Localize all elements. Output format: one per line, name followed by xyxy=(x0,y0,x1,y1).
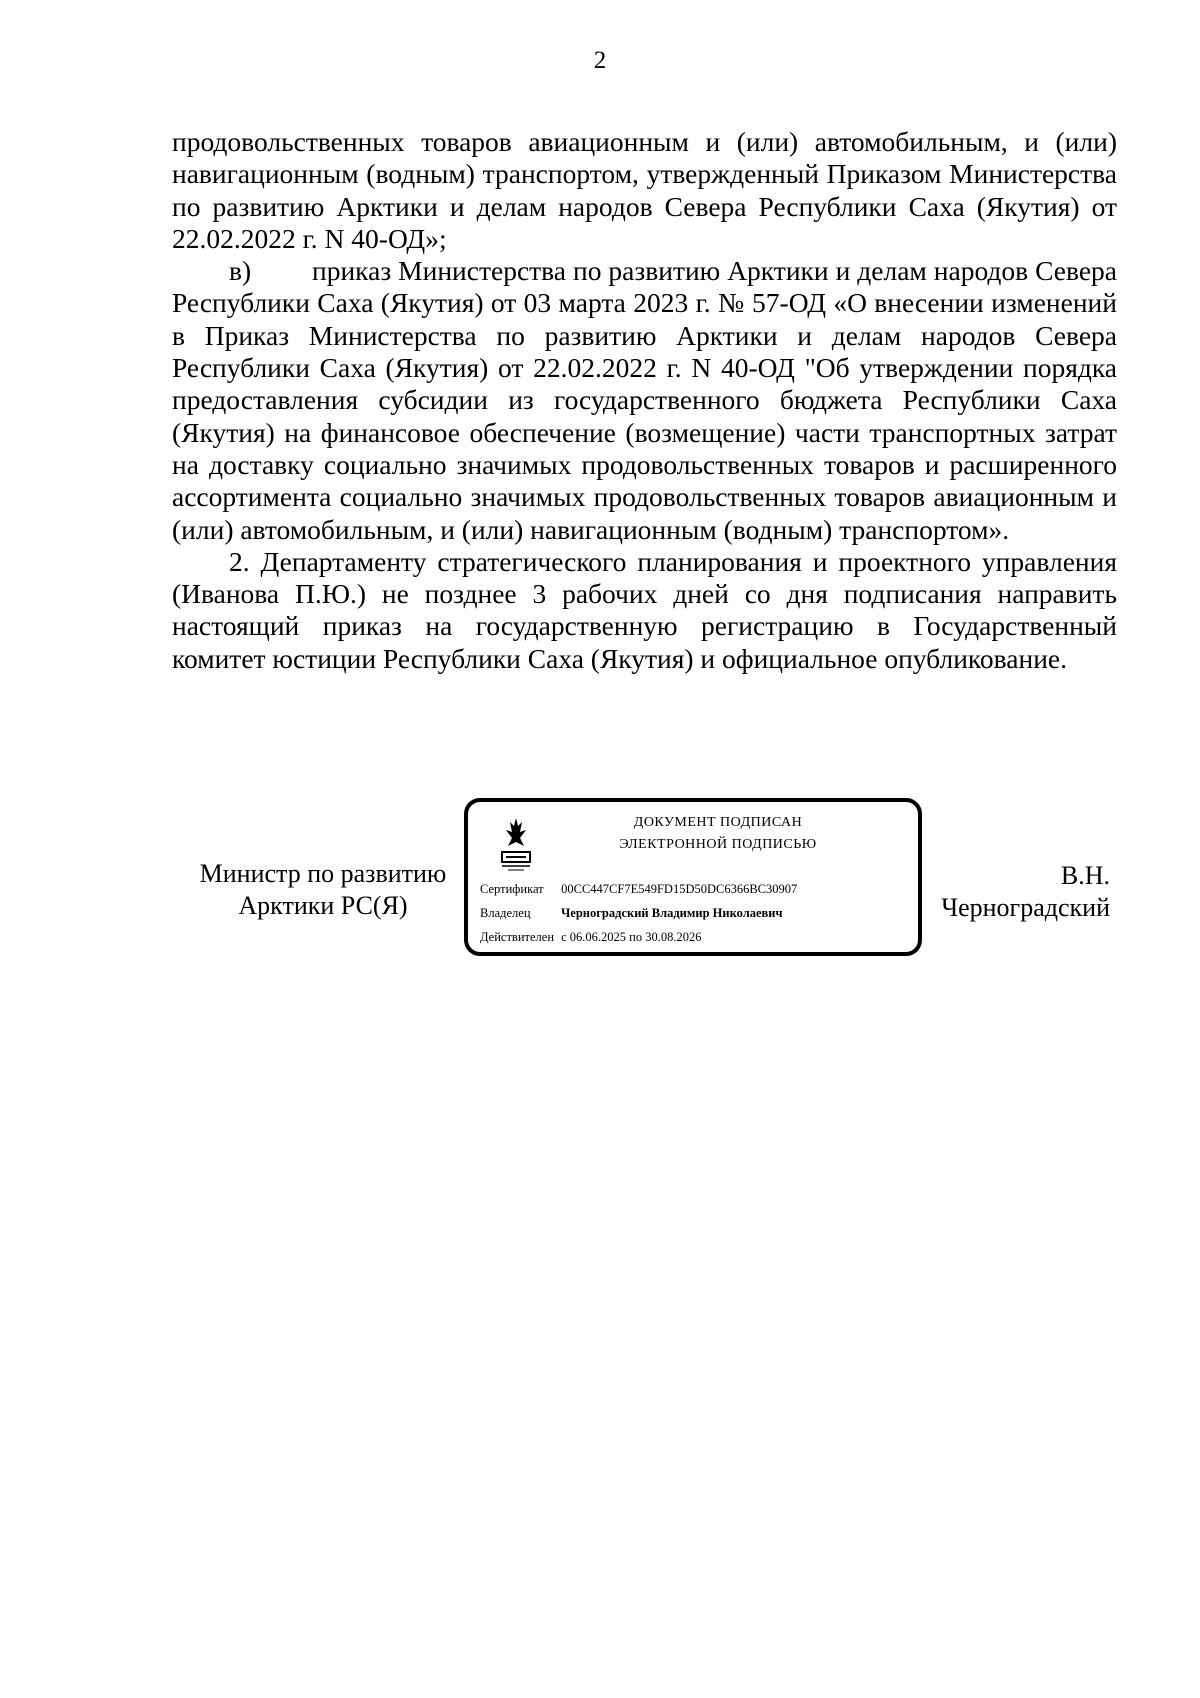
document-body xyxy=(172,126,1117,675)
stamp-validity-row xyxy=(480,928,702,946)
validity-value: с 06.06.2025 по 30.08.2026 xyxy=(561,930,702,944)
paragraph-point-2: 2. Департаменту стратегического планирования и проектного управления (Иванова П.Ю.) не позднее 3 рабочих дней со дня подписания направить настоящий приказ на государственную регистрацию в Государственный комитет юстиции Республики Саха (Якутия) и официальное опубликование. xyxy=(172,545,1117,674)
stamp-header-line1: ДОКУМЕНТ ПОДПИСАН xyxy=(633,815,803,830)
item-v-letter: в) xyxy=(229,255,252,287)
validity-label: Действителен xyxy=(480,930,555,944)
certificate-label: Сертификат xyxy=(480,882,544,896)
page-number: 2 xyxy=(593,47,607,74)
stamp-header xyxy=(548,812,888,856)
owner-value: Черноградский Владимир Николаевич xyxy=(561,906,783,920)
signature-block xyxy=(0,798,1200,968)
stamp-certificate-row xyxy=(480,880,797,898)
stamp-owner-row xyxy=(480,904,783,922)
signer-name: В.Н. Черноградский xyxy=(941,861,1110,922)
owner-label: Владелец xyxy=(480,906,531,920)
paragraph-continuation: продовольственных товаров авиационным и (или) автомобильным, и (или) навигационным (водным) транспортом, утвержденный Приказом Министерства по развитию Арктики и делам народов Севера Республики Саха (Якутия) от 22.02.2022 г. N 40-ОД»; xyxy=(172,126,1117,254)
electronic-signature-stamp xyxy=(464,798,922,956)
coat-of-arms-emblem-icon xyxy=(496,816,536,876)
item-v-text: приказ Министерства по развитию Арктики и делам народов Севера Республики Саха (Якутия) от 03 марта 2023 г. № 57-ОД «О внесении изменений в Приказ Министерства по развитию Арктики и делам народов Севера Республики Саха (Якутия) от 22.02.2022 г. N 40-ОД "Об утверждении порядка предоставления субсидии из государственного бюджета Республики Саха (Якутия) на финансовое обеспечение (возмещение) части транспортных затрат на доставку социально значимых продовольственных товаров и расширенного ассортимента социально значимых продовольственных товаров авиационным и (или) автомобильным, и (или) навигационным (водным) транспортом». xyxy=(172,255,1117,545)
stamp-header-line2: ЭЛЕКТРОННОЙ ПОДПИСЬЮ xyxy=(619,837,817,852)
paragraph-item-v xyxy=(172,255,1117,546)
minister-title: Министр по развитию Арктики РС(Я) xyxy=(199,859,447,920)
certificate-value: 00CC447CF7E549FD15D50DC6366BC30907 xyxy=(561,882,798,896)
